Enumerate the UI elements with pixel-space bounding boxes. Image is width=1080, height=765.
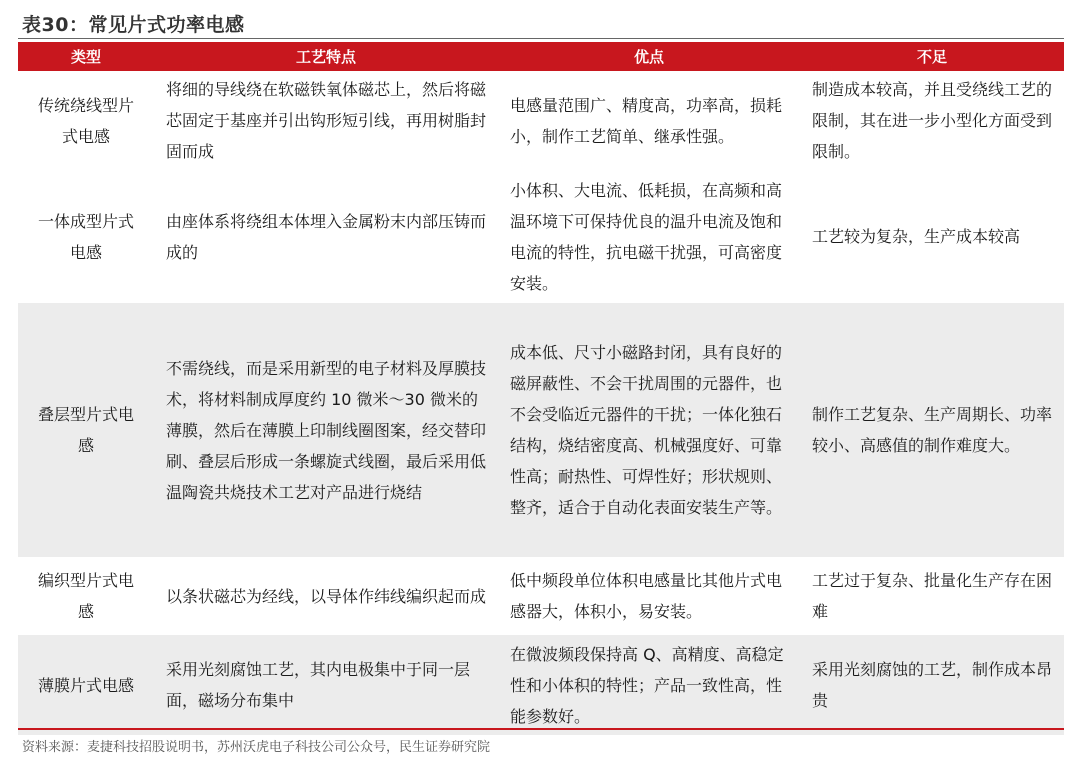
document-page xyxy=(18,0,1064,765)
cell-process: 采用光刻腐蚀工艺，其内电极集中于同一层面，磁场分布集中 xyxy=(154,635,498,735)
cell-type: 传统绕线型片式电感 xyxy=(37,95,134,146)
title-divider xyxy=(18,38,1064,39)
cell-process: 以条状磁芯为经线，以导体作纬线编织起而成 xyxy=(166,586,487,606)
cell-disadvantages: 工艺过于复杂、批量化生产存在困难 xyxy=(812,571,1053,621)
inductor-comparison-table xyxy=(18,42,1064,735)
header-disadvantages: 不足 xyxy=(800,42,1064,71)
table-row xyxy=(18,71,1064,170)
table-row xyxy=(18,557,1064,635)
cell-advantages: 低中频段单位体积电感量比其他片式电感器大，体积小，易安装。 xyxy=(510,571,783,621)
table-row xyxy=(18,303,1064,557)
cell-advantages: 电感量范围广、精度高，功率高，损耗小，制作工艺简单、继承性强。 xyxy=(510,95,783,146)
header-process: 工艺特点 xyxy=(154,42,498,71)
cell-process: 将细的导线绕在软磁铁氧体磁芯上，然后将磁芯固定于基座并引出钩形短引线，再用树脂封固而成 xyxy=(166,80,487,161)
table-title: 表30：常见片式功率电感 xyxy=(22,14,245,36)
cell-advantages: 小体积、大电流、低耗损，在高频和高温环境下可保持优良的温升电流及饱和电流的特性，抗电磁干扰强，可高密度安装。 xyxy=(510,180,783,293)
cell-type: 编织型片式电感 xyxy=(37,571,134,621)
cell-advantages: 成本低、尺寸小磁路封闭，具有良好的磁屏蔽性、不会干扰周围的元器件，也不会受临近元器件的干扰；一体化独石结构，烧结密度高、机械强度好、可靠性高；耐热性、可焊性好；形状规则、整齐，适合于自动化表面安装生产等。 xyxy=(498,303,800,557)
cell-advantages: 在微波频段保持高 Q、高精度、高稳定性和小体积的特性；产品一致性高，性能参数好。 xyxy=(498,635,800,735)
table-row xyxy=(18,170,1064,303)
cell-disadvantages: 制造成本较高，并且受绕线工艺的限制，其在进一步小型化方面受到限制。 xyxy=(812,80,1053,161)
table-header-row xyxy=(18,42,1064,71)
table-bottom-rule xyxy=(18,728,1064,730)
header-advantages: 优点 xyxy=(498,42,800,71)
cell-type: 一体成型片式电感 xyxy=(37,211,134,262)
cell-process: 由座体系将绕组本体埋入金属粉末内部压铸而成的 xyxy=(166,211,487,262)
cell-disadvantages: 采用光刻腐蚀的工艺，制作成本昂贵 xyxy=(800,635,1064,735)
cell-type: 薄膜片式电感 xyxy=(18,635,154,735)
cell-process: 不需绕线，而是采用新型的电子材料及厚膜技术，将材料制成厚度约 10 微米～30 微米的薄膜，然后在薄膜上印制线圈图案，经交替印刷、叠层后形成一条螺旋式线圈，最后采用低温陶瓷共烧技术工艺对产品进行烧结 xyxy=(154,303,498,557)
cell-type: 叠层型片式电感 xyxy=(18,303,154,557)
source-note: 资料来源：麦捷科技招股说明书，苏州沃虎电子科技公司公众号，民生证券研究院 xyxy=(22,740,491,755)
cell-disadvantages: 工艺较为复杂，生产成本较高 xyxy=(812,227,1021,246)
table-row xyxy=(18,635,1064,735)
cell-disadvantages: 制作工艺复杂、生产周期长、功率较小、高感值的制作难度大。 xyxy=(800,303,1064,557)
header-type: 类型 xyxy=(18,42,154,71)
